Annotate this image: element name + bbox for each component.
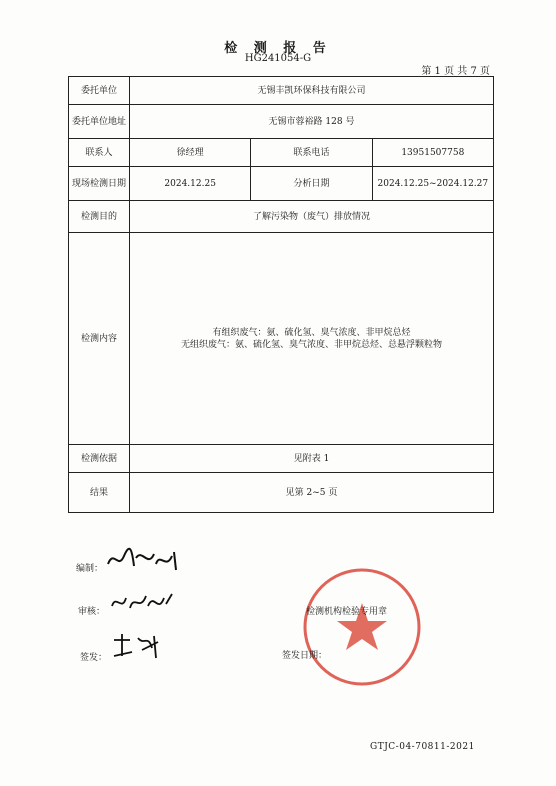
address-value: 无锡市蓉裕路 128 号 — [130, 105, 494, 139]
sampling-date-label: 现场检测日期 — [69, 167, 130, 201]
client-value: 无锡丰凯环保科技有限公司 — [130, 77, 494, 105]
basis-value: 见附表 1 — [130, 445, 494, 473]
reviewer-label: 审核： — [78, 607, 106, 617]
client-label: 委托单位 — [69, 77, 130, 105]
row-client — [69, 77, 494, 105]
purpose-label: 检测目的 — [69, 201, 130, 233]
row-dates — [69, 167, 494, 201]
row-content — [69, 233, 494, 445]
result-label: 结果 — [69, 473, 130, 513]
analysis-date-value: 2024.12.25~2024.12.27 — [372, 167, 493, 201]
approver-signature — [108, 630, 168, 662]
editor-label: 编制： — [76, 564, 104, 574]
row-address — [69, 105, 494, 139]
address-label: 委托单位地址 — [69, 105, 130, 139]
issue-date-label: 签发日期： — [282, 651, 328, 661]
official-stamp — [300, 565, 424, 689]
contact-value: 徐经理 — [130, 139, 251, 167]
content-line-organized: 有组织废气：氨、硫化氢、臭气浓度、非甲烷总烃 — [212, 327, 411, 338]
approver-label: 签发： — [80, 653, 108, 663]
phone-value: 13951507758 — [372, 139, 493, 167]
phone-label: 联系电话 — [251, 139, 372, 167]
contact-label: 联系人 — [69, 139, 130, 167]
report-number: HG241054-G — [244, 53, 312, 64]
form-code: GTJC-04-70811-2021 — [370, 742, 475, 752]
stamp-label: 检测机构检验专用章 — [306, 607, 388, 617]
sampling-date-value: 2024.12.25 — [130, 167, 251, 201]
row-purpose — [69, 201, 494, 233]
content-value — [130, 233, 494, 445]
page-info: 第 1 页 共 7 页 — [421, 66, 490, 77]
content-line-unorganized: 无组织废气：氨、硫化氢、臭气浓度、非甲烷总烃、总悬浮颗粒物 — [180, 339, 442, 350]
report-title: 检 测 报 告 — [224, 41, 332, 56]
analysis-date-label: 分析日期 — [251, 167, 372, 201]
basis-label: 检测依据 — [69, 445, 130, 473]
result-value: 见第 2~5 页 — [130, 473, 494, 513]
report-info-table — [68, 76, 494, 513]
editor-signature — [104, 544, 184, 574]
row-result — [69, 473, 494, 513]
purpose-value: 了解污染物（废气）排放情况 — [130, 201, 494, 233]
row-basis — [69, 445, 494, 473]
reviewer-signature — [108, 588, 178, 616]
content-label: 检测内容 — [69, 233, 130, 445]
row-contact — [69, 139, 494, 167]
